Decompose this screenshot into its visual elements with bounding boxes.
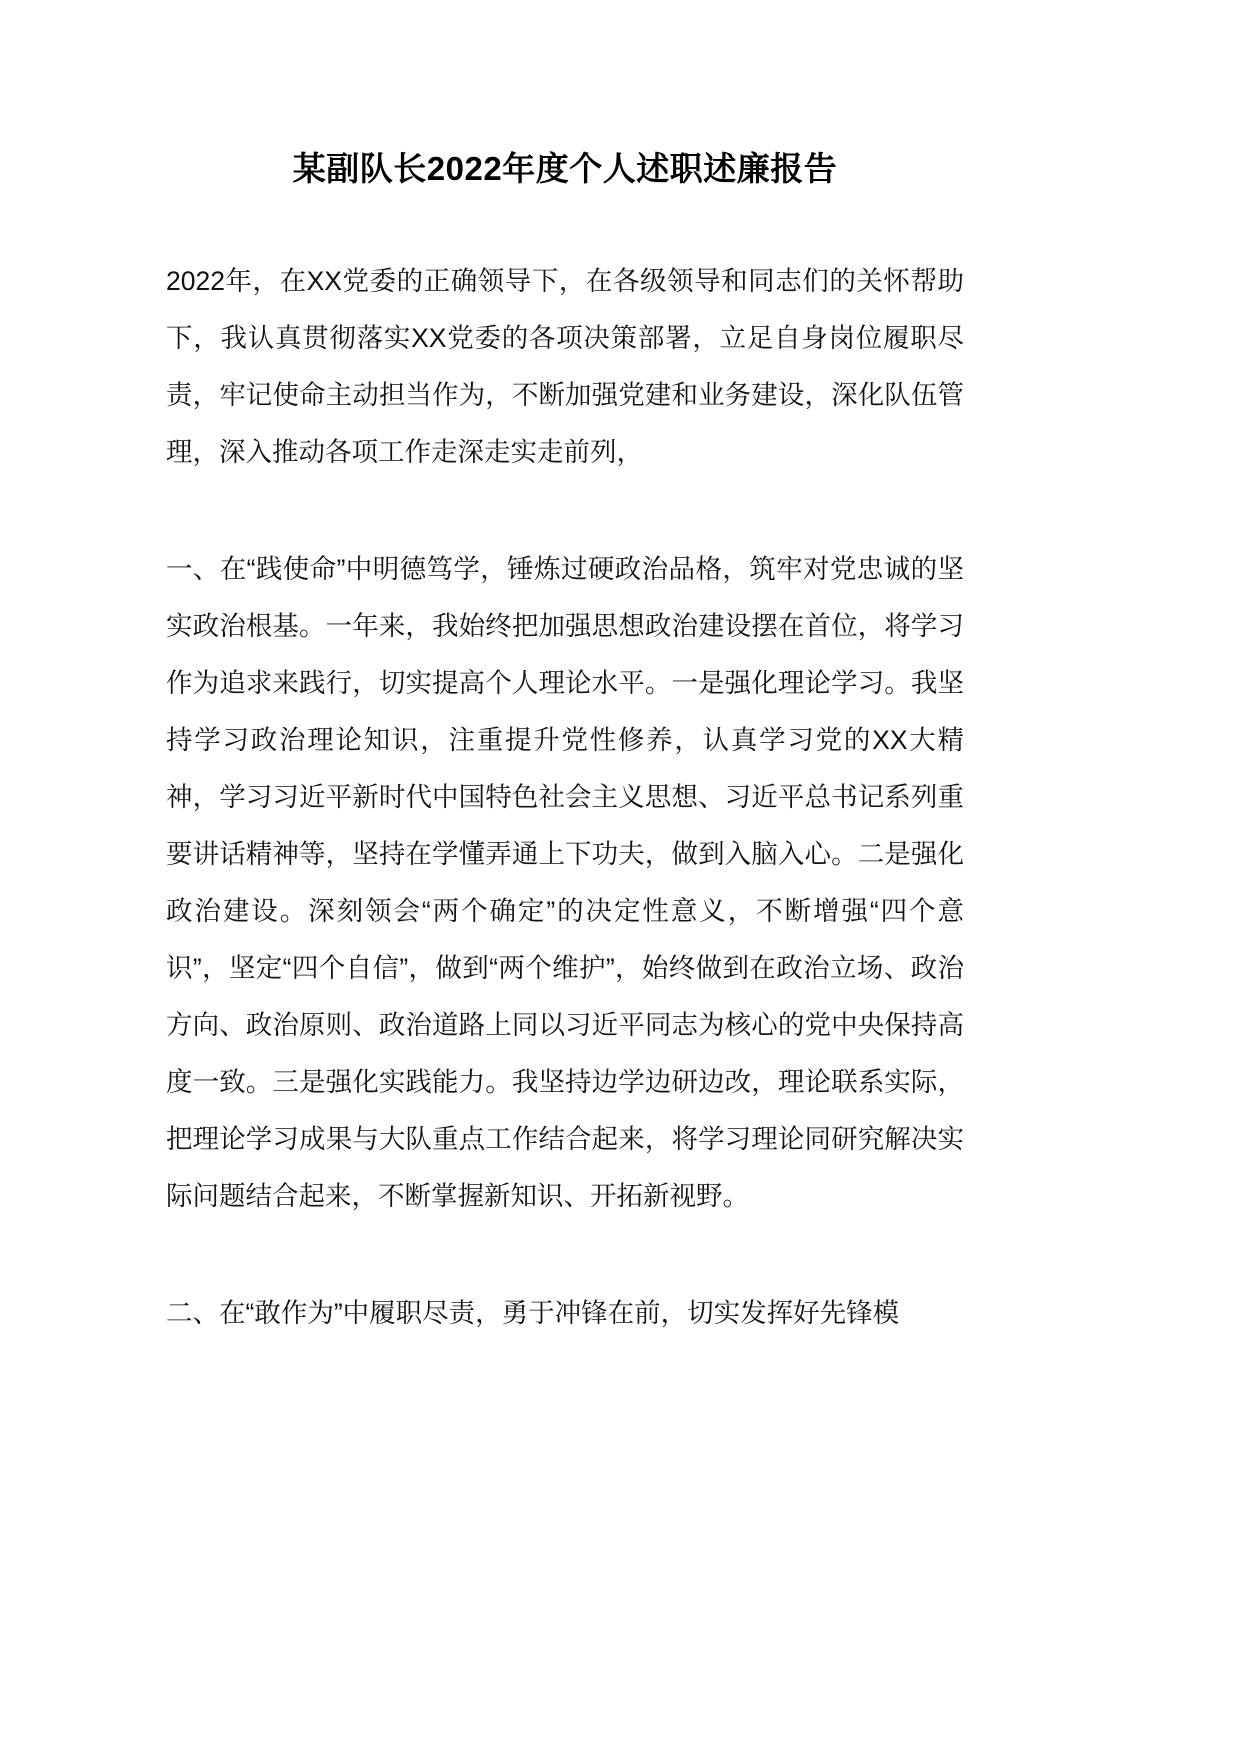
- paragraph-intro: 2022年，在XX党委的正确领导下，在各级领导和同志们的关怀帮助下，我认真贯彻落实XX党委的各项决策部署，立足自身岗位履职尽责，牢记使命主动担当作为，不断加强党建和业务建设，深化队伍管理，深入推动各项工作走深走实走前列，: [166, 266, 964, 468]
- paragraph-section-one: 一、在“践使命”中明德笃学，锤炼过硬政治品格，筑牢对党忠诚的坚实政治根基。一年来，我始终把加强思想政治建设摆在首位，将学习作为追求来践行，切实提高个人理论水平。一是强化理论学习。我坚持学习政治理论知识，注重提升党性修养，认真学习党的XX大精神，学习习近平新时代中国特色社会主义思想、习近平总书记系列重要讲话精神等，坚持在学懂弄通上下功夫，做到入脑入心。二是强化政治建设。深刻领会“两个确定”的决定性意义，不断增强“四个意识”，坚定“四个自信”，做到“两个维护”，始终做到在政治立场、政治方向、政治原则、政治道路上同以习近平同志为核心的党中央保持高度一致。三是强化实践能力。我坚持边学边研边改，理论联系实际，把理论学习成果与大队重点工作结合起来，将学习理论同研究解决实际问题结合起来，不断掌握新知识、开拓新视野。: [166, 554, 964, 1212]
- document-body: [166, 0, 964, 1342]
- document-title: 某副队长2022年度个人述职述廉报告: [292, 150, 838, 187]
- paragraph-section-two: 二、在“敢作为”中履职尽责，勇于冲锋在前，切实发挥好先锋模: [166, 1298, 900, 1329]
